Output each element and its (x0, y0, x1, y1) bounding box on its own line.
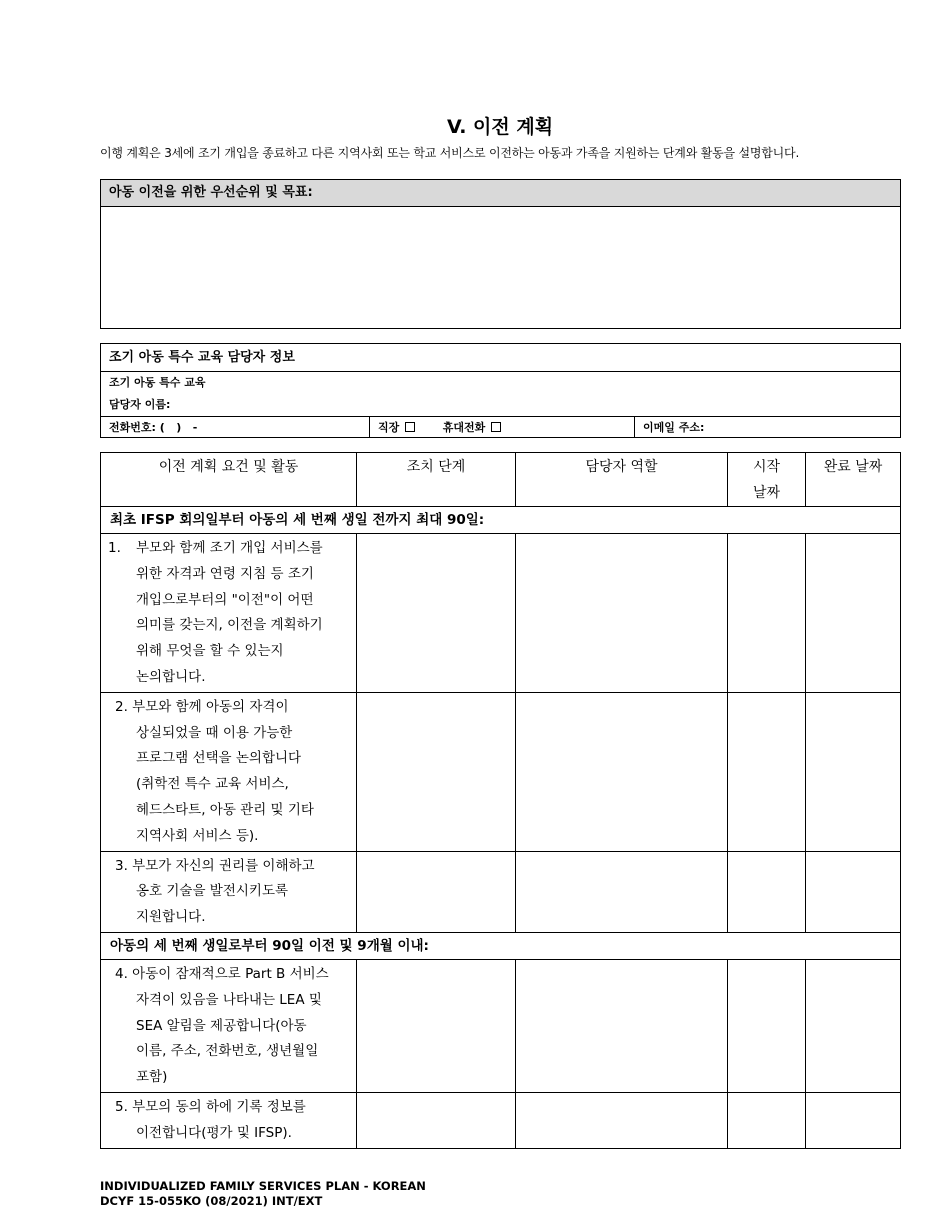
item3-line: 3. 부모가 자신의 권리를 이해하고 (115, 857, 315, 874)
item1-line: 부모와 함께 조기 개입 서비스를 (136, 540, 323, 556)
goals-input-area[interactable] (101, 207, 900, 328)
phone-field[interactable] (101, 417, 369, 437)
table-row (101, 1092, 901, 1148)
item2-line: (취학전 특수 교육 서비스, (136, 776, 289, 793)
item5-line: 5. 부모의 동의 하에 기록 정보를 (115, 1098, 306, 1115)
item1-completion-cell[interactable] (806, 534, 901, 693)
goals-label: 아동 이전을 위한 우선순위 및 목표: (101, 180, 900, 207)
section1-label: 최초 IFSP 회의일부터 아동의 세 번째 생일 전까지 최대 90일: (101, 507, 901, 534)
table-row (101, 692, 901, 851)
table-row (101, 959, 901, 1092)
item5-completion-cell[interactable] (806, 1092, 901, 1148)
item2-role-cell[interactable] (516, 692, 728, 851)
goals-box (100, 179, 901, 329)
item1-start-cell[interactable] (728, 534, 806, 693)
item2-line: 상실되었을 때 이용 가능한 (136, 724, 293, 741)
item4-role-cell[interactable] (516, 959, 728, 1092)
item1-role-cell[interactable] (516, 534, 728, 693)
item5-role-cell[interactable] (516, 1092, 728, 1148)
item2-line: 지역사회 서비스 등). (136, 827, 259, 844)
item1-line: 위한 자격과 연령 지침 등 조기 (136, 565, 314, 582)
item4-line: 자격이 있음을 나타내는 LEA 및 (136, 991, 322, 1008)
item4-line: 이름, 주소, 전화번호, 생년월일 (136, 1043, 319, 1060)
item1-line: 논의합니다. (136, 668, 206, 685)
section-row (101, 507, 901, 534)
section-row (101, 932, 901, 959)
work-checkbox[interactable] (405, 422, 415, 432)
item2-line: 프로그램 선택을 논의합니다 (136, 750, 302, 767)
header-start-line2: 날짜 (752, 485, 781, 501)
item1-line: 개입으로부터의 "이전"이 어떤 (136, 591, 314, 608)
header-requirements: 이전 계획 요건 및 활동 (101, 453, 357, 507)
item1-steps-cell[interactable] (357, 534, 516, 693)
item5-start-cell[interactable] (728, 1092, 806, 1148)
contact-name-label: 담당자 이름: (109, 398, 171, 411)
table-row (101, 851, 901, 932)
item1-line: 위해 무엇을 할 수 있는지 (136, 643, 284, 660)
contact-header: 조기 아동 특수 교육 담당자 정보 (101, 344, 900, 372)
item3-line: 지원합니다. (136, 909, 206, 926)
item5-steps-cell[interactable] (357, 1092, 516, 1148)
header-steps: 조치 단계 (357, 453, 516, 507)
item3-role-cell[interactable] (516, 851, 728, 932)
item2-line: 2. 부모와 함께 아동의 자격이 (115, 698, 289, 715)
item4-line: 포함) (136, 1069, 168, 1086)
item1-line: 의미를 갖는지, 이전을 계획하기 (136, 617, 323, 634)
item3-steps-cell[interactable] (357, 851, 516, 932)
header-completion-date: 완료 날짜 (806, 453, 901, 507)
item2-start-cell[interactable] (728, 692, 806, 851)
mobile-checkbox[interactable] (491, 422, 501, 432)
page-subtitle: 이행 계획은 3세에 조기 개입을 종료하고 다른 지역사회 또는 학교 서비스로 이전하는 아동과 가족을 지원하는 단계와 활동을 설명합니다. (100, 146, 800, 160)
item3-line: 옹호 기술을 발전시키도록 (136, 883, 289, 900)
transition-plan-table (100, 452, 901, 1149)
table-row (101, 534, 901, 693)
item1-text (101, 534, 357, 693)
item3-text (101, 851, 357, 932)
header-start-line1: 시작 (752, 459, 781, 475)
contact-line1: 조기 아동 특수 교육 (109, 376, 206, 389)
item4-start-cell[interactable] (728, 959, 806, 1092)
item4-line: SEA 알림을 제공합니다(아동 (136, 1017, 307, 1034)
item4-text (101, 959, 357, 1092)
phone-label: 전화번호: ( ) - (109, 421, 198, 434)
footer-line1: INDIVIDUALIZED FAMILY SERVICES PLAN - KOREAN (100, 1179, 426, 1193)
section2-label: 아동의 세 번째 생일로부터 90일 이전 및 9개월 이내: (101, 932, 901, 959)
mobile-label: 휴대전화 (442, 421, 486, 434)
item2-line: 헤드스타트, 아동 관리 및 기타 (136, 801, 314, 818)
item5-line: 이전합니다(평가 및 IFSP). (136, 1124, 292, 1141)
item4-steps-cell[interactable] (357, 959, 516, 1092)
item4-completion-cell[interactable] (806, 959, 901, 1092)
footer-line2: DCYF 15-055KO (08/2021) INT/EXT (100, 1194, 323, 1208)
item4-line: 4. 아동이 잠재적으로 Part B 서비스 (115, 965, 329, 982)
table-header-row (101, 453, 901, 507)
item3-completion-cell[interactable] (806, 851, 901, 932)
contact-phone-row (101, 416, 900, 437)
contact-info-box (100, 343, 901, 438)
work-label: 직장 (378, 421, 400, 434)
item2-text (101, 692, 357, 851)
page-title: V. 이전 계획 (446, 116, 554, 138)
item1-num: 1. (108, 540, 121, 556)
item2-completion-cell[interactable] (806, 692, 901, 851)
contact-name-field[interactable] (109, 396, 170, 412)
item5-text (101, 1092, 357, 1148)
page-footer (100, 1179, 426, 1209)
item3-start-cell[interactable] (728, 851, 806, 932)
phone-type-cell (369, 417, 634, 437)
header-role: 담당자 역할 (516, 453, 728, 507)
email-label: 이메일 주소: (643, 421, 705, 434)
header-start-date (728, 453, 806, 507)
email-field[interactable] (634, 417, 900, 437)
item2-steps-cell[interactable] (357, 692, 516, 851)
